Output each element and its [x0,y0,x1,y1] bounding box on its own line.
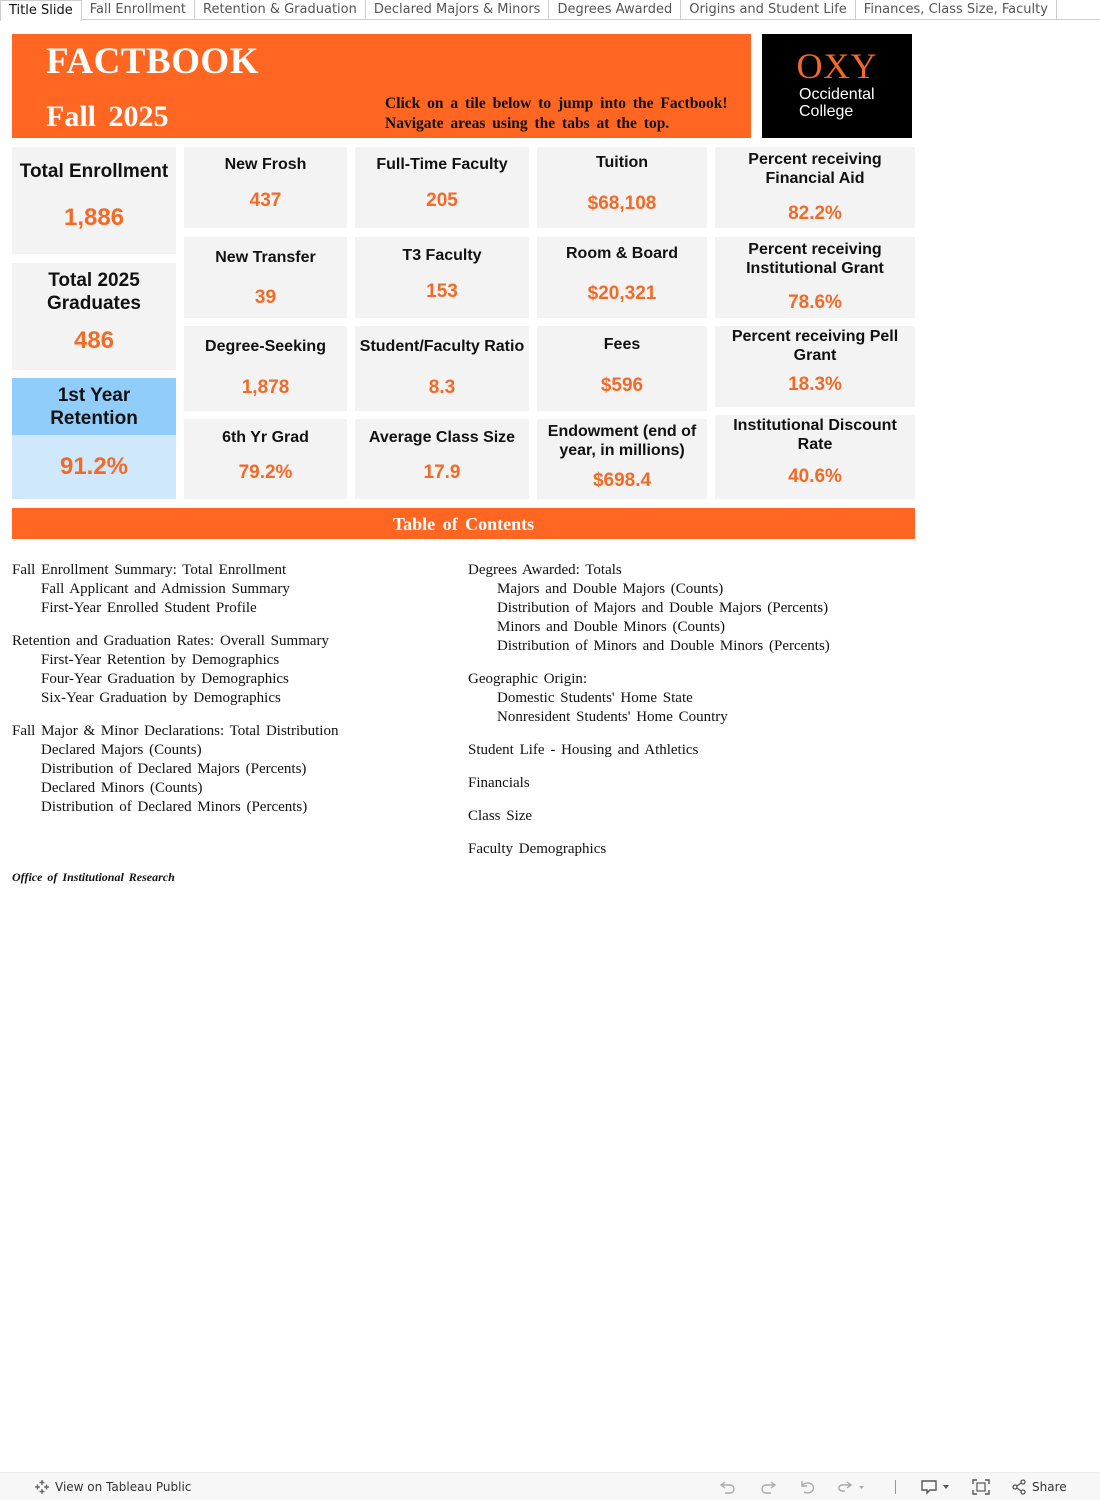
page-title: FACTBOOK [46,41,259,82]
tile-label: 6th Yr Grad [222,429,309,446]
tile-sixth-year-graduation[interactable] [184,419,347,499]
tab-bar [0,0,1100,20]
tile-label: Percent receiving Financial Aid [748,151,882,187]
tile-discount-rate[interactable] [715,415,915,499]
toc-link[interactable]: First-Year Enrolled Student Profile [41,600,257,616]
tile-label: New Frosh [224,156,307,173]
toc-link[interactable]: Faculty Demographics [468,841,607,857]
tab-title-slide[interactable]: Title Slide [0,0,82,21]
tile-label: Percent receiving Institutional Grant [746,241,884,277]
toc-link[interactable]: Distribution of Declared Minors (Percents) [41,799,308,815]
tile-value: 8.3 [428,377,456,398]
toc-link[interactable]: Distribution of Minors and Double Minors (Percents) [497,638,830,654]
tile-label: Fees [603,336,641,353]
tile-label: Average Class Size [368,429,516,446]
tile-full-time-faculty[interactable] [355,147,529,228]
tile-total-graduates[interactable] [12,263,176,370]
toc-link[interactable]: Retention and Graduation Rates: Overall Summary [12,633,330,649]
tile-t3-faculty[interactable] [355,237,529,318]
tile-total-enrollment[interactable] [12,147,176,254]
revert-icon[interactable] [798,1479,816,1495]
tile-room-board[interactable] [537,237,707,318]
view-on-tableau-label: View on Tableau Public [55,1480,192,1494]
tile-value: 153 [426,281,458,302]
comments-dropdown-icon[interactable] [920,1479,952,1495]
tile-value: 40.6% [788,466,842,487]
tile-institutional-grant[interactable] [715,237,915,318]
toc-group-financials [468,774,830,793]
tile-value: 1,878 [241,377,290,398]
share-label: Share [1032,1480,1067,1494]
tile-financial-aid[interactable] [715,147,915,228]
share-icon [1011,1479,1027,1495]
tile-pell-grant[interactable] [715,326,915,407]
tab-finances-class-size-faculty[interactable]: Finances, Class Size, Faculty [856,0,1057,20]
toc-group-faculty [468,840,830,859]
toc-group-class-size [468,807,830,826]
tab-retention-graduation[interactable]: Retention & Graduation [195,0,366,20]
tile-label: Full-Time Faculty [376,156,508,173]
instruction-line-2: Navigate areas using the tabs at the top. [385,114,670,132]
toc-right-column [468,561,830,873]
tile-average-class-size[interactable] [355,419,529,499]
tile-value: 437 [249,190,282,211]
toc-link[interactable]: Domestic Students' Home State [497,690,693,706]
toc-link[interactable]: First-Year Retention by Demographics [41,652,280,668]
tile-label: Endowment (end of year, in millions) [547,423,697,459]
tile-degree-seeking[interactable] [184,326,347,411]
tile-new-frosh[interactable] [184,147,347,228]
tile-label: Total 2025 Graduates [47,270,141,314]
toc-group-enrollment [12,561,338,618]
tile-value: 1,886 [63,204,125,231]
toc-link[interactable]: Fall Applicant and Admission Summary [41,581,290,597]
tile-label: Student/Faculty Ratio [359,338,525,355]
tile-label: 1st Year Retention [50,385,138,429]
tile-first-year-retention[interactable] [12,378,176,499]
toc-group-declarations [12,722,338,817]
tile-student-faculty-ratio[interactable] [355,326,529,411]
tableau-toolbar [0,1472,1100,1500]
toc-link[interactable]: Nonresident Students' Home Country [497,709,728,725]
toc-link[interactable]: Declared Minors (Counts) [41,780,203,796]
tile-label: Institutional Discount Rate [733,417,897,453]
tile-value: $68,108 [587,193,657,214]
toc-link[interactable]: Geographic Origin: [468,671,588,687]
toc-link[interactable]: Fall Major & Minor Declarations: Total Distribution [12,723,339,739]
tab-origins-student-life[interactable]: Origins and Student Life [681,0,856,20]
tableau-logo-icon [34,1479,50,1495]
tile-label: Percent receiving Pell Grant [731,328,899,364]
tab-degrees-awarded[interactable]: Degrees Awarded [549,0,681,20]
tile-value: 18.3% [788,374,842,395]
toc-link[interactable]: Four-Year Graduation by Demographics [41,671,289,687]
logo-line-2: College [799,103,854,120]
logo-mark: OXY [796,46,878,86]
office-credit: Office of Institutional Research [12,870,175,884]
tile-value: $596 [600,375,644,396]
toc-link[interactable]: Distribution of Majors and Double Majors (Percents) [497,600,829,616]
tile-value: 39 [254,287,277,308]
tile-label: Room & Board [566,245,678,262]
tile-value: 79.2% [238,462,293,483]
refresh-dropdown-icon[interactable] [835,1479,865,1495]
toc-link[interactable]: Class Size [468,808,533,824]
logo-name [799,86,875,120]
view-on-tableau-button[interactable] [34,1479,191,1495]
toc-link[interactable]: Financials [468,775,530,791]
toc-link[interactable]: Six-Year Graduation by Demographics [41,690,281,706]
fullscreen-icon[interactable] [972,1479,990,1495]
toc-link[interactable]: Minors and Double Minors (Counts) [497,619,725,635]
toolbar-divider [895,1480,896,1494]
term-label: Fall 2025 [46,100,169,133]
tile-new-transfer[interactable] [184,237,347,318]
tile-value: 17.9 [423,462,461,483]
tile-value: $698.4 [592,470,652,491]
toc-left-column [12,561,338,831]
tile-value: 78.6% [788,292,842,313]
tile-label: New Transfer [215,249,316,266]
tab-declared-majors-minors[interactable]: Declared Majors & Minors [366,0,550,20]
toc-link[interactable]: Distribution of Declared Majors (Percents) [41,761,307,777]
tile-value: 486 [73,327,115,354]
instruction-line-1: Click on a tile below to jump into the Factbook! [385,95,728,112]
instruction-text [385,94,728,133]
redo-icon[interactable] [759,1479,777,1495]
toc-group-student-life [468,741,830,760]
toc-group-degrees [468,561,830,656]
tile-label: Degree-Seeking [205,338,326,355]
toc-title: Table of Contents [12,508,915,539]
tile-value: 82.2% [788,203,842,224]
toc-link[interactable]: Degrees Awarded: Totals [468,562,622,578]
tile-value: $20,321 [587,283,657,304]
tile-label: T3 Faculty [402,247,482,264]
tile-value: 91.2% [59,453,129,480]
tile-label: Tuition [595,154,649,171]
toc-link[interactable]: Student Life - Housing and Athletics [468,742,699,758]
toc-group-retention [12,632,338,708]
toc-link[interactable]: Fall Enrollment Summary: Total Enrollment [12,562,287,578]
tile-value: 205 [426,190,458,211]
undo-icon[interactable] [719,1479,737,1495]
tile-label: Total Enrollment [19,161,169,182]
toc-link[interactable]: Majors and Double Majors (Counts) [497,581,724,597]
toc-group-geographic [468,670,830,727]
tile-endowment[interactable] [537,419,707,499]
tile-fees[interactable] [537,326,707,411]
occidental-college-logo [762,34,912,138]
tile-tuition[interactable] [537,147,707,228]
tab-fall-enrollment[interactable]: Fall Enrollment [82,0,195,20]
logo-line-1: Occidental [799,86,875,103]
toc-link[interactable]: Declared Majors (Counts) [41,742,202,758]
share-button[interactable] [1011,1479,1067,1495]
factbook-header [12,34,751,138]
